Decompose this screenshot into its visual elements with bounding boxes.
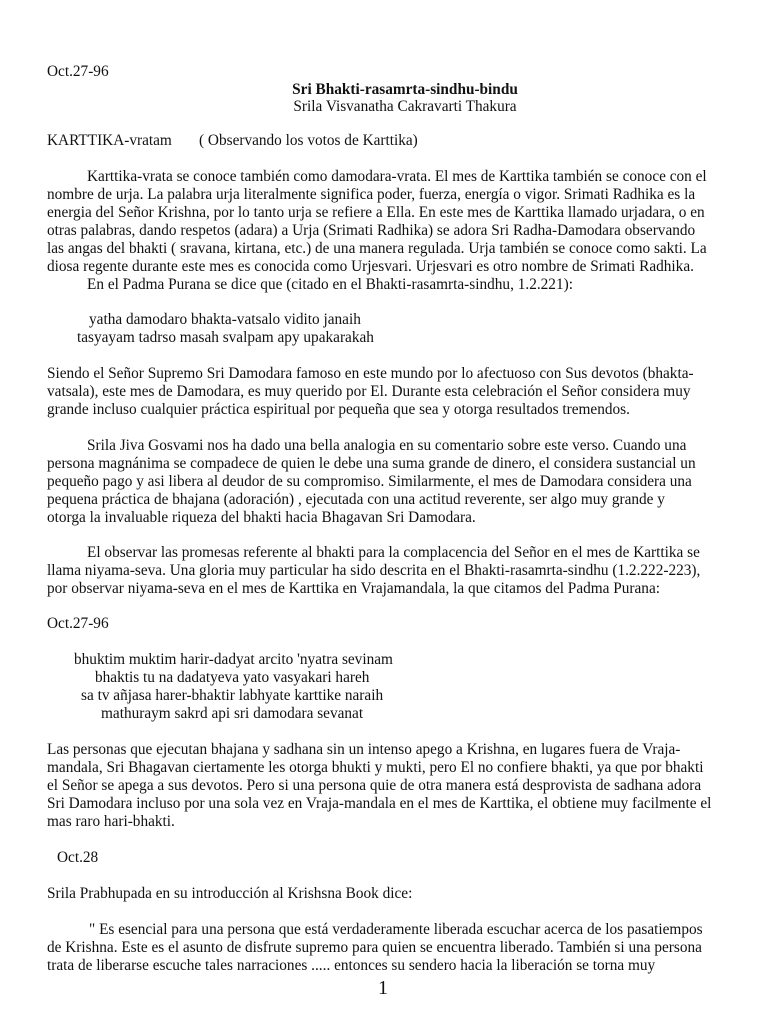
- section-subheading: ( Observando los votos de Karttika): [199, 132, 418, 149]
- date-header: Oct.27-96: [47, 63, 109, 80]
- paragraph-line: otorga la invaluable riqueza del bhakti hacia Bhagavan Sri Damodara.: [47, 509, 476, 526]
- paragraph-line: trata de liberarse escuche tales narraciones ..... entonces su sendero hacia la liberación se torna muy: [47, 957, 656, 974]
- paragraph-line: mas raro hari-bhakti.: [47, 813, 175, 830]
- verse-line: yatha damodaro bhakta-vatsalo vidito janaih: [89, 311, 361, 328]
- verse-line: tasyayam tadrso masah svalpam apy upakarakah: [77, 329, 374, 346]
- paragraph-line: por observar niyama-seva en el mes de Karttika en Vrajamandala, la que citamos del Padma Purana:: [47, 580, 660, 597]
- paragraph-line: grande incluso cualquier práctica espiritual por pequeña que sea y otorga resultados tremendos.: [47, 401, 630, 418]
- paragraph-line: pequena práctica de bhajana (adoración) , ejecutada con una actitud reverente, ser algo muy grande y: [47, 491, 665, 508]
- paragraph-line: Srila Jiva Gosvami nos ha dado una bella analogia en su comentario sobre este verso. Cuando una: [87, 437, 687, 454]
- paragraph-line: El observar las promesas referente al bhakti para la complacencia del Señor en el mes de Karttika se: [87, 544, 700, 561]
- paragraph-line: persona magnánima se compadece de quien le debe una suma grande de dinero, el considera sustancial un: [47, 455, 696, 472]
- paragraph-line: otras palabras, dando respetos (adara) a Urja (Srimati Radhika) se adora Sri Radha-Damodara observando: [47, 222, 696, 239]
- paragraph-line: Las personas que ejecutan bhajana y sadhana sin un intenso apego a Krishna, en lugares fuera de Vraja-: [47, 741, 681, 758]
- paragraph-line: las angas del bhakti ( sravana, kirtana, etc.) de una manera regulada. Urja también se conoce como sakti. La: [47, 240, 707, 257]
- paragraph-line: mandala, Sri Bhagavan ciertamente les otorga bhukti y mukti, pero El no confiere bhakti, ya que por bhakti: [47, 759, 704, 776]
- paragraph-line: Sri Damodara incluso por una sola vez en Vraja-mandala en el mes de Karttika, el obtiene muy facilmente el: [47, 795, 712, 812]
- date-marker: Oct.27-96: [47, 615, 109, 632]
- page-number: 1: [378, 977, 388, 999]
- paragraph-line: diosa regente durante este mes es conocida como Urjesvari. Urjesvari es otro nombre de Srimati Radhika.: [47, 258, 694, 275]
- paragraph-line: energia del Señor Krishna, por lo tanto urja se refiere a Ella. En este mes de Karttika llamado urjadara, o en: [47, 204, 705, 221]
- paragraph-line: nombre de urja. La palabra urja literalmente significa poder, fuerza, energía o vigor. Srimati Radhika es la: [47, 186, 696, 203]
- paragraph-line: vatsala), este mes de Damodara, es muy querido por El. Durante esta celebración el Señor considera muy: [47, 383, 691, 400]
- paragraph-line: el Señor se apega a sus devotos. Pero si una persona quie de otra manera está desprovista de sadhana adora: [47, 777, 702, 794]
- verse-line: sa tv añjasa harer-bhaktir labhyate karttike naraih: [81, 687, 384, 704]
- paragraph-line: " Es esencial para una persona que está verdaderamente liberada escuchar acerca de los pasatiempos: [89, 921, 703, 938]
- paragraph-line: En el Padma Purana se dice que (citado en el Bhakti-rasamrta-sindhu, 1.2.221):: [87, 276, 573, 293]
- verse-line: bhaktis tu na dadatyeva yato vasyakari hareh: [95, 669, 370, 686]
- paragraph-line: Karttika-vrata se conoce también como damodara-vrata. El mes de Karttika también se conoce con el: [87, 168, 707, 185]
- section-heading: KARTTIKA-vratam: [47, 132, 172, 149]
- paragraph-line: de Krishna. Este es el asunto de disfrute supremo para quien se encuentra liberado. También si una persona: [47, 939, 702, 956]
- paragraph-line: Siendo el Señor Supremo Sri Damodara famoso en este mundo por lo afectuoso con Sus devotos (bhakta-: [47, 365, 694, 382]
- verse-line: bhuktim muktim harir-dadyat arcito 'nyatra sevinam: [74, 651, 393, 668]
- date-marker: Oct.28: [57, 849, 99, 866]
- paragraph-line: pequeño pago y asi libera al deudor de su compromiso. Similarmente, el mes de Damodara considera una: [47, 473, 692, 490]
- document-author: Srila Visvanatha Cakravarti Thakura: [293, 98, 517, 115]
- verse-line: mathuraym sakrd api sri damodara sevanat: [101, 705, 364, 722]
- document-title: Sri Bhakti-rasamrta-sindhu-bindu: [292, 81, 518, 98]
- paragraph-line: Srila Prabhupada en su introducción al Krishsna Book dice:: [47, 885, 413, 902]
- paragraph-line: llama niyama-seva. Una gloria muy particular ha sido descrita en el Bhakti-rasamrta-sindhu (1.2.222-223),: [47, 562, 701, 579]
